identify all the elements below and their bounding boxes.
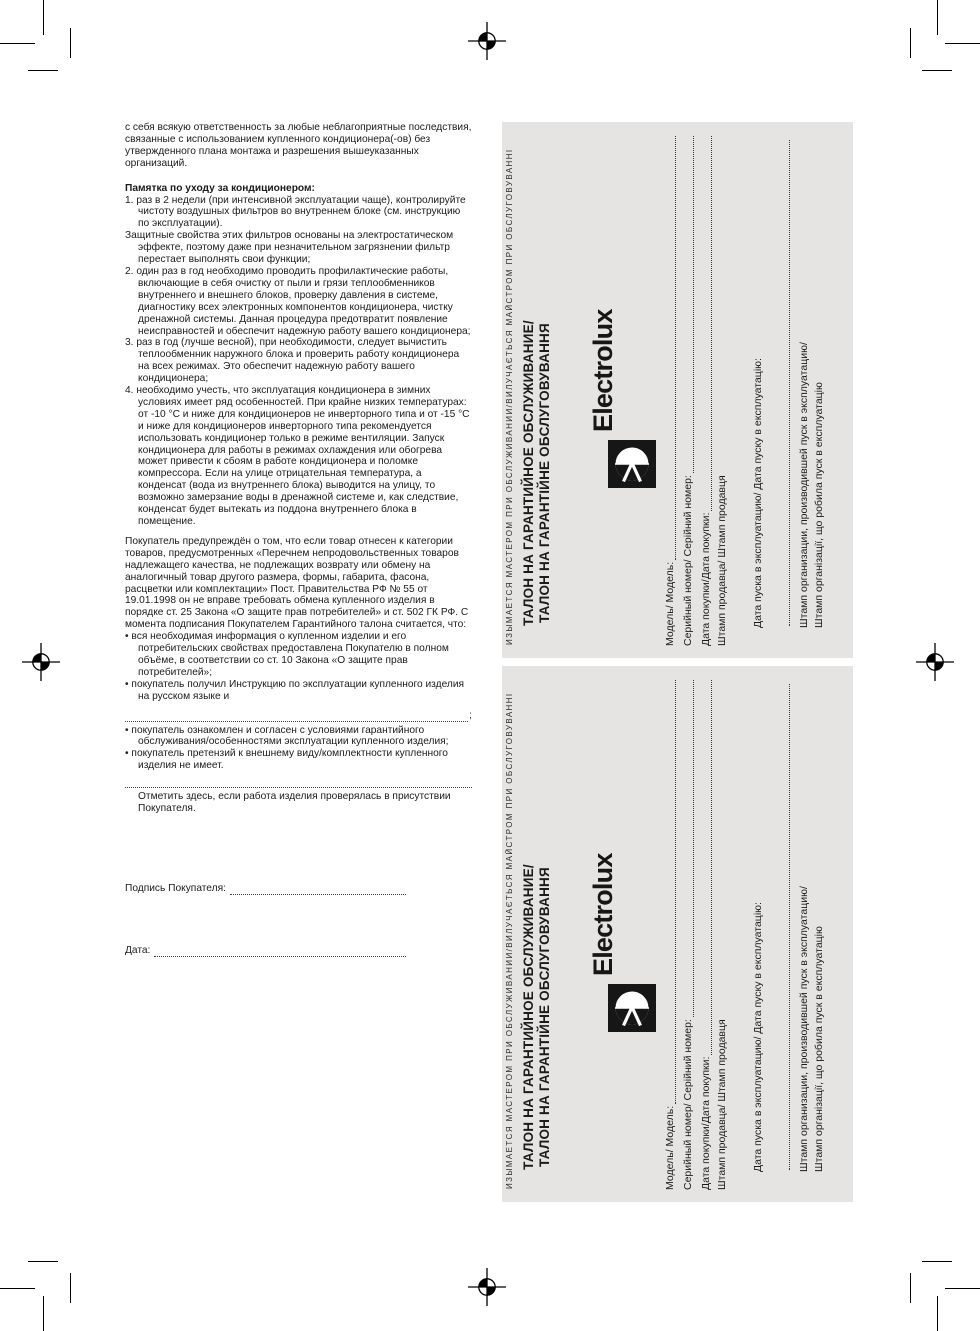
startup-org-stamp-field-ua [813, 136, 825, 628]
crop-mark-top-left-inner-horizontal [28, 70, 58, 71]
serial-fill-in-line [685, 680, 694, 1017]
startup-org-stamp-label-ua: Штамп організації, що робила пуск в експлуатацію [813, 382, 825, 628]
bullet-item-4: • покупатель претензий к внешнему виду/комплектности купленного изделия не имеет. [125, 748, 448, 772]
startup-date-field [752, 136, 764, 628]
startup-org-stamp-field-ua [813, 680, 825, 1172]
crop-mark-bottom-left-inner-horizontal [28, 1261, 58, 1262]
electrolux-symbol-icon [608, 984, 656, 1032]
signature-fill-in-line [230, 886, 406, 895]
date-fill-in-line [154, 948, 406, 957]
care-item-3: 3. раз в год (лучше весной), при необходимости, следует вычистить теплообменник наружного блока и проверить работу кондиционера на всех режимах. Это обеспечит надежную работу вашего кондиционера; [125, 337, 460, 385]
signature-label: Подпись Покупателя: [125, 882, 226, 894]
registration-mark-top-icon [468, 22, 506, 60]
startup-date-fill-in-line [781, 684, 790, 1170]
bullet-marker: • [125, 724, 129, 736]
purchase-date-fill-in-line [703, 136, 712, 511]
startup-date-field [752, 680, 764, 1172]
care-item-2: 2. один раз в год необходимо проводить профилактические работы, включающие в себя очистку от пыли и грязи теплообменников внутреннего и внешнего блоков, проверку давления в системе, диагностику всех электронных компонентов кондиционера, чистку дренажной системы. Данная процедура предотвратит появление неисправностей и обеспечит надежную работу вашего кондиционера; [125, 265, 471, 337]
startup-org-stamp-label-ru: Штамп организации, производившей пуск в эксплуатацию/ [798, 886, 810, 1172]
fill-in-dotted-line-1 [125, 710, 472, 722]
seller-stamp-field [716, 136, 728, 646]
dotted-line-suffix: ; [469, 709, 472, 721]
buyer-signature-row [125, 883, 472, 895]
model-fill-in-line [667, 136, 676, 560]
warranty-coupon-1 [502, 122, 853, 658]
electrolux-wordmark: Electrolux [588, 853, 618, 976]
coupon-title-line-ua: ТАЛОН НА ГАРАНТІЙНЕ ОБСЛУГОВУВАННЯ [536, 323, 552, 623]
crop-mark-bottom-right-inner-vertical [910, 1273, 911, 1303]
electrolux-logo [588, 812, 660, 1032]
care-instructions-heading: Памятка по уходу за кондиционером: [125, 182, 315, 194]
care-item-number: 3. [125, 337, 134, 349]
startup-date-fill-in [781, 684, 790, 1172]
startup-org-stamp-field-ru [798, 136, 810, 628]
coupon-removal-strip-text: ИЗЫМАЕТСЯ МАСТЕРОМ ПРИ ОБСЛУЖИВАНИИ/ВИЛУЧАЄТЬСЯ МАЙСТРОМ ПРИ ОБСЛУГОВУВАННІ [505, 692, 514, 1189]
crop-mark-top-left-horizontal [0, 43, 35, 44]
care-item-number: 2. [125, 265, 134, 277]
date-row [125, 945, 472, 957]
crop-mark-top-right-vertical [937, 0, 938, 35]
dotted-leader [125, 713, 468, 722]
registration-mark-left-icon [22, 643, 60, 681]
crop-mark-bottom-left-inner-vertical [70, 1273, 71, 1303]
crop-mark-bottom-right-horizontal [945, 1288, 980, 1289]
crop-mark-bottom-right-inner-horizontal [922, 1261, 952, 1262]
bullet-item-3: • покупатель ознакомлен и согласен с условиями гарантийного обслуживания/особенностями эксплуатации купленного изделия; [125, 724, 449, 748]
purchase-date-field [700, 680, 712, 1190]
startup-date-fill-in-line [781, 140, 790, 626]
verification-check-note: Отметить здесь, если работа изделия проверялась в присутствии Покупателя. [138, 791, 451, 815]
serial-field [682, 680, 694, 1190]
purchase-date-field [700, 136, 712, 646]
crop-mark-top-left-vertical [43, 0, 44, 35]
dotted-leader [125, 779, 472, 788]
care-item-1: 1. раз в 2 недели (при интенсивной эксплуатации чаще), контролируйте чистоту воздушных фильтров во внутреннем блоке (см. инструкцию по эксплуатации). [125, 194, 466, 230]
coupon-title [521, 860, 553, 1174]
startup-org-stamp-label-ru: Штамп организации, производившей пуск в эксплуатацию/ [798, 342, 810, 628]
crop-mark-bottom-left-horizontal [0, 1288, 35, 1289]
coupon-removal-strip-text: ИЗЫМАЕТСЯ МАСТЕРОМ ПРИ ОБСЛУЖИВАНИИ/ВИЛУЧАЄТЬСЯ МАЙСТРОМ ПРИ ОБСЛУГОВУВАННІ [505, 148, 514, 645]
bullet-marker: • [125, 678, 129, 690]
seller-stamp-label: Штамп продавца/ Штамп продавця [716, 475, 728, 646]
crop-mark-bottom-left-vertical [43, 1296, 44, 1331]
bullet-item-2: • покупатель получил Инструкцию по эксплуатации купленного изделия на русском языке и [125, 678, 465, 702]
liability-disclaimer-text: с себя всякую ответственность за любые неблагоприятные последствия, связанные с использованием купленного кондиционера(-ов) без утвержденного плана монтажа и разрешения вышеуказанных организаций. [125, 122, 472, 169]
buyer-notice-text: Покупатель предупреждён о том, что если товар отнесен к категории товаров, предусмотренных «Перечнем непродовольственных товаров надлежащего качества, не подлежащих возврату или обмену на аналогичный товар другого размера, формы, габарита, фасона, расцветки или комплектации» Пост. Правительства РФ № 55 от 19.01.1998 он не вправе требовать обмена купленного изделия в порядке ст. 25 Закона «О защите прав потребителей» и ст. 502 ГК РФ. С момента подписания Покупателем Гарантийного талона считается, что: [125, 535, 469, 631]
model-field-label: Модель/ Модель: [664, 1105, 676, 1190]
care-item-filters-note: Защитные свойства этих фильтров основаны на электростатическом эффекте, поэтому даже при незначительном загрязнении фильтр перестает выполнять свои функции; [125, 230, 454, 266]
registration-mark-right-icon [916, 643, 954, 681]
electrolux-wordmark: Electrolux [588, 309, 618, 432]
bullet-marker: • [125, 631, 129, 643]
bullet-item-1: • вся необходимая информация о купленном изделии и его потребительских свойствах предоставлена Покупателю в полном объёме, в соответствии со ст. 10 Закона «О защите прав потребителей»; [125, 631, 449, 678]
model-field [664, 680, 676, 1190]
model-field [664, 136, 676, 646]
startup-date-label: Дата пуска в эксплуатацию/ Дата пуску в експлуатацію: [752, 902, 764, 1172]
serial-fill-in-line [685, 136, 694, 473]
bullet-marker: • [125, 748, 129, 760]
purchase-date-fill-in-line [703, 680, 712, 1055]
startup-date-label: Дата пуска в эксплуатацию/ Дата пуску в експлуатацію: [752, 358, 764, 628]
purchase-date-label: Дата покупки/Дата покупки: [700, 512, 712, 646]
fill-in-dotted-line-2 [125, 779, 472, 788]
care-item-number: 4. [125, 385, 134, 397]
coupon-title-line-ua: ТАЛОН НА ГАРАНТІЙНЕ ОБСЛУГОВУВАННЯ [536, 867, 552, 1167]
care-item-4: 4. необходимо учесть, что эксплуатация кондиционера в зимних условиях имеет ряд особенностей. При крайне низких температурах: от -10 °С и ниже для кондиционеров не инверторного типа и от -15 °С и ниже для кондиционеров инверторного типа рекомендуется использовать кондиционер только в режиме вентиляции. Запуск кондиционера для работы в режимах охлаждения или обогрева может привести к сбоям в работе кондиционера и поломке компрессора. Если на улице отрицательная температура, а конденсат (вода из внутреннего блока) выводится на улицу, то возможно замерзание воды в дренажной системе и, как следствие, конденсат будет вытекать из поддона внутреннего блока в помещение. [125, 385, 470, 527]
crop-mark-top-right-horizontal [945, 43, 980, 44]
coupon-title [521, 316, 553, 630]
care-item-number: 1. [125, 194, 134, 206]
crop-mark-top-right-inner-horizontal [922, 70, 952, 71]
date-label: Дата: [125, 944, 151, 956]
crop-mark-top-left-inner-vertical [70, 28, 71, 58]
startup-date-fill-in [781, 140, 790, 628]
registration-mark-bottom-icon [468, 1268, 506, 1306]
coupon-title-line-ru: ТАЛОН НА ГАРАНТИЙНОЕ ОБСЛУЖИВАНИЕ/ [521, 864, 536, 1170]
serial-field-label: Серийный номер/ Серійний номер: [682, 1019, 694, 1190]
seller-stamp-label: Штамп продавца/ Штамп продавця [716, 1019, 728, 1190]
serial-field-label: Серийный номер/ Серійний номер: [682, 475, 694, 646]
electrolux-logo [588, 268, 660, 488]
model-fill-in-line [667, 680, 676, 1104]
electrolux-symbol-icon [608, 440, 656, 488]
startup-org-stamp-label-ua: Штамп організації, що робила пуск в експлуатацію [813, 926, 825, 1172]
purchase-date-label: Дата покупки/Дата покупки: [700, 1056, 712, 1190]
seller-stamp-field [716, 680, 728, 1190]
crop-mark-bottom-right-vertical [937, 1296, 938, 1331]
warranty-coupon-2 [502, 666, 853, 1202]
startup-org-stamp-field-ru [798, 680, 810, 1172]
instructions-column [125, 122, 472, 957]
serial-field [682, 136, 694, 646]
crop-mark-top-right-inner-vertical [910, 28, 911, 58]
coupon-title-line-ru: ТАЛОН НА ГАРАНТИЙНОЕ ОБСЛУЖИВАНИЕ/ [521, 320, 536, 626]
model-field-label: Модель/ Модель: [664, 561, 676, 646]
